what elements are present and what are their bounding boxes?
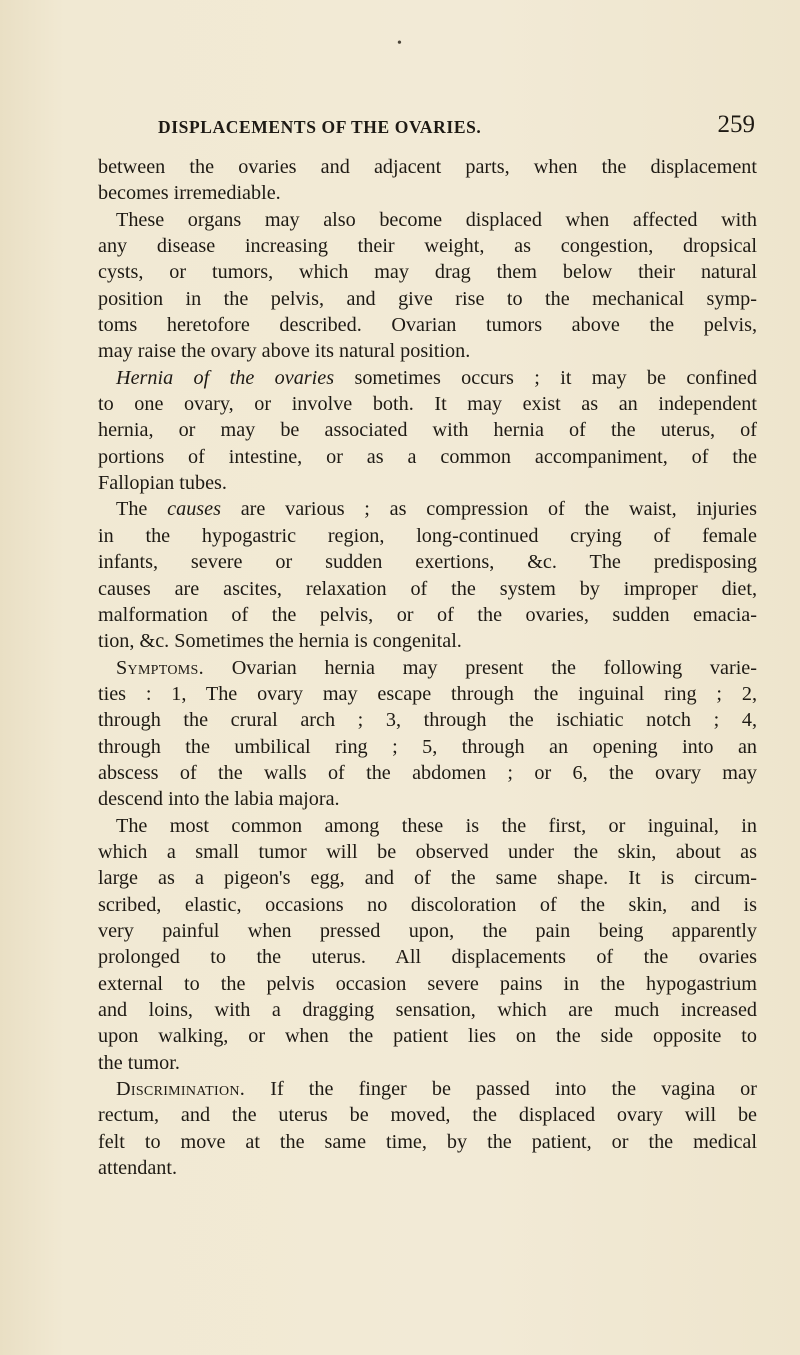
text-line: and loins, with a dragging sensation, which are much increased bbox=[98, 999, 757, 1021]
text-line: descend into the labia majora. bbox=[98, 788, 340, 811]
text-line: ties : 1, The ovary may escape through the inguinal ring ; 2, bbox=[98, 682, 757, 705]
text-line: tion, &c. Sometimes the hernia is congenital. bbox=[98, 630, 462, 653]
causes-heading: causes bbox=[167, 498, 221, 521]
text-line: becomes irremediable. bbox=[98, 182, 281, 205]
text-line: Fallopian tubes. bbox=[98, 472, 227, 495]
text-line: The causes are various ; as compression of the waist, injuries bbox=[116, 498, 757, 521]
text-line: which a small tumor will be observed under the skin, about as bbox=[98, 840, 757, 863]
text-line: very painful when pressed upon, the pain being apparently bbox=[98, 919, 757, 942]
text-line: Hernia of the ovaries sometimes occurs ; it may be confined bbox=[116, 366, 757, 389]
text-line: malformation of the pelvis, or of the ovaries, sudden emacia- bbox=[98, 603, 757, 626]
text-line: portions of intestine, or as a common accompaniment, of the bbox=[98, 445, 757, 468]
text-line: The most common among these is the first, or inguinal, in bbox=[116, 814, 757, 837]
top-mark: • bbox=[397, 36, 402, 51]
running-head: DISPLACEMENTS OF THE OVARIES. bbox=[158, 117, 482, 137]
text-line: through the crural arch ; 3, through the ischiatic notch ; 4, bbox=[98, 709, 757, 732]
body-text bbox=[98, 154, 757, 1181]
text-line: rectum, and the uterus be moved, the displaced ovary will be bbox=[98, 1104, 757, 1127]
text-line: the tumor. bbox=[98, 1051, 180, 1074]
text-line: may raise the ovary above its natural position. bbox=[98, 340, 471, 363]
text-line: cysts, or tumors, which may drag them below their natural bbox=[98, 261, 757, 284]
symptoms-heading: Symptoms. bbox=[116, 656, 204, 679]
text-line: prolonged to the uterus. All displacements of the ovaries bbox=[98, 946, 757, 969]
page-number: 259 bbox=[717, 111, 755, 138]
text-line: These organs may also become displaced when affected with bbox=[116, 208, 757, 231]
text-line: hernia, or may be associated with hernia of the uterus, of bbox=[98, 419, 757, 442]
text-line: external to the pelvis occasion severe pains in the hypogastrium bbox=[98, 972, 757, 995]
text-line: causes are ascites, relaxation of the system by improper diet, bbox=[98, 577, 757, 600]
text-line: scribed, elastic, occasions no discoloration of the skin, and is bbox=[98, 893, 757, 916]
text-line: toms heretofore described. Ovarian tumors above the pelvis, bbox=[98, 314, 757, 337]
text-line: attendant. bbox=[98, 1157, 178, 1180]
text-line: to one ovary, or involve both. It may exist as an independent bbox=[98, 393, 757, 416]
text-line: between the ovaries and adjacent parts, when the displacement bbox=[98, 156, 757, 178]
text-line: through the umbilical ring ; 5, through an opening into an bbox=[98, 735, 757, 758]
page-header bbox=[158, 111, 755, 141]
text-line: in the hypogastric region, long-continued crying of female bbox=[98, 524, 757, 547]
text-line: felt to move at the same time, by the patient, or the medical bbox=[98, 1130, 757, 1153]
text-line: Discrimination. If the finger be passed into the vagina or bbox=[116, 1078, 757, 1101]
text-line: any disease increasing their weight, as congestion, dropsical bbox=[98, 235, 757, 258]
text-line: abscess of the walls of the abdomen ; or 6, the ovary may bbox=[98, 761, 757, 784]
text-line: Symptoms. Ovarian hernia may present the following varie- bbox=[116, 656, 757, 679]
hernia-heading: Hernia of the ovaries bbox=[116, 366, 335, 389]
text-line: infants, severe or sudden exertions, &c. The predisposing bbox=[98, 551, 757, 574]
text-line: upon walking, or when the patient lies on the side opposite to bbox=[98, 1025, 757, 1048]
discrimination-heading: Discrimination. bbox=[116, 1078, 246, 1101]
text-line: large as a pigeon's egg, and of the same shape. It is circum- bbox=[98, 867, 757, 890]
text-line: position in the pelvis, and give rise to the mechanical symp- bbox=[98, 287, 757, 310]
